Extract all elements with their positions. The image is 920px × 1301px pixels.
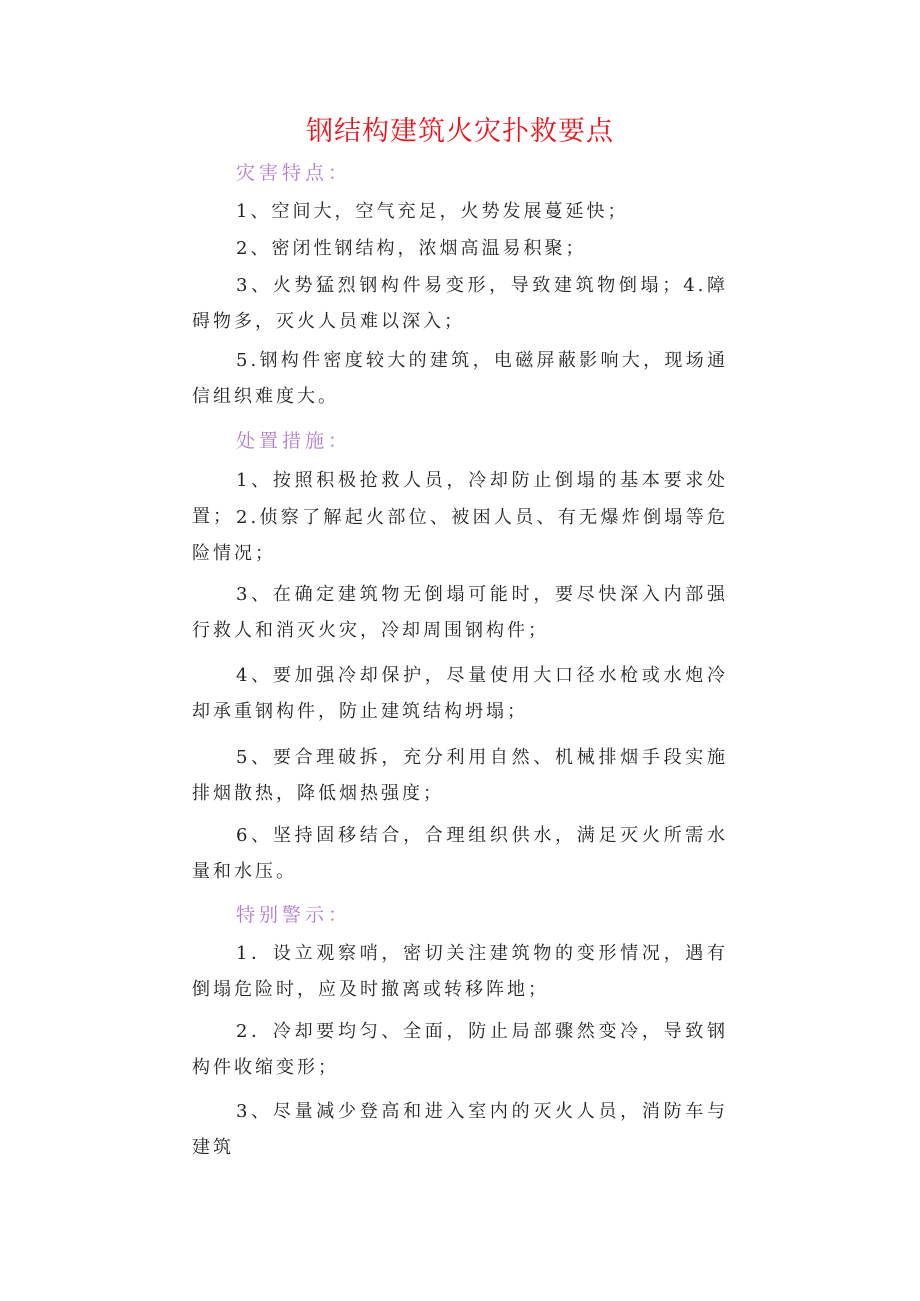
paragraph: 1．设立观察哨，密切关注建筑物的变形情况，遇有倒塌危险时，应及时撤离或转移阵地；	[192, 943, 728, 1000]
paragraph: 2、密闭性钢结构，浓烟高温易积聚；	[236, 238, 587, 259]
paragraph: 3、火势猛烈钢构件易变形，导致建筑物倒塌；4.障碍物多，灭火人员难以深入；	[192, 275, 728, 332]
paragraph: 1、空间大，空气充足，火势发展蔓延快；	[236, 201, 629, 222]
paragraph: 3、在确定建筑物无倒塌可能时，要尽快深入内部强行救人和消灭火灾，冷却周围钢构件；	[192, 584, 728, 641]
document-title: 钢结构建筑火灾扑救要点	[306, 116, 614, 147]
paragraph: 3、尽量减少登高和进入室内的灭火人员，消防车与建筑	[192, 1101, 728, 1158]
paragraph: 4、要加强冷却保护，尽量使用大口径水枪或水炮冷却承重钢构件，防止建筑结构坍塌；	[192, 665, 728, 722]
section-heading-disposal-measures: 处置措施：	[236, 430, 352, 452]
paragraph: 2．冷却要均匀、全面，防止局部骤然变冷，导致钢构件收缩变形；	[192, 1021, 728, 1078]
paragraph: 5、要合理破拆，充分利用自然、机械排烟手段实施排烟散热，降低烟热强度；	[192, 747, 728, 804]
section-heading-special-warnings: 特别警示：	[236, 904, 352, 926]
paragraph: 6、坚持固移结合，合理组织供水，满足灭火所需水量和水压。	[192, 825, 728, 882]
section-heading-disaster-characteristics: 灾害特点：	[236, 162, 352, 184]
paragraph: 5.钢构件密度较大的建筑，电磁屏蔽影响大，现场通信组织难度大。	[192, 350, 728, 407]
paragraph: 1、按照积极抢救人员，冷却防止倒塌的基本要求处置；	[192, 470, 728, 527]
paragraph: 2.侦察了解起火部位、被困人员、有无爆炸倒塌等危险情况；	[192, 507, 728, 564]
